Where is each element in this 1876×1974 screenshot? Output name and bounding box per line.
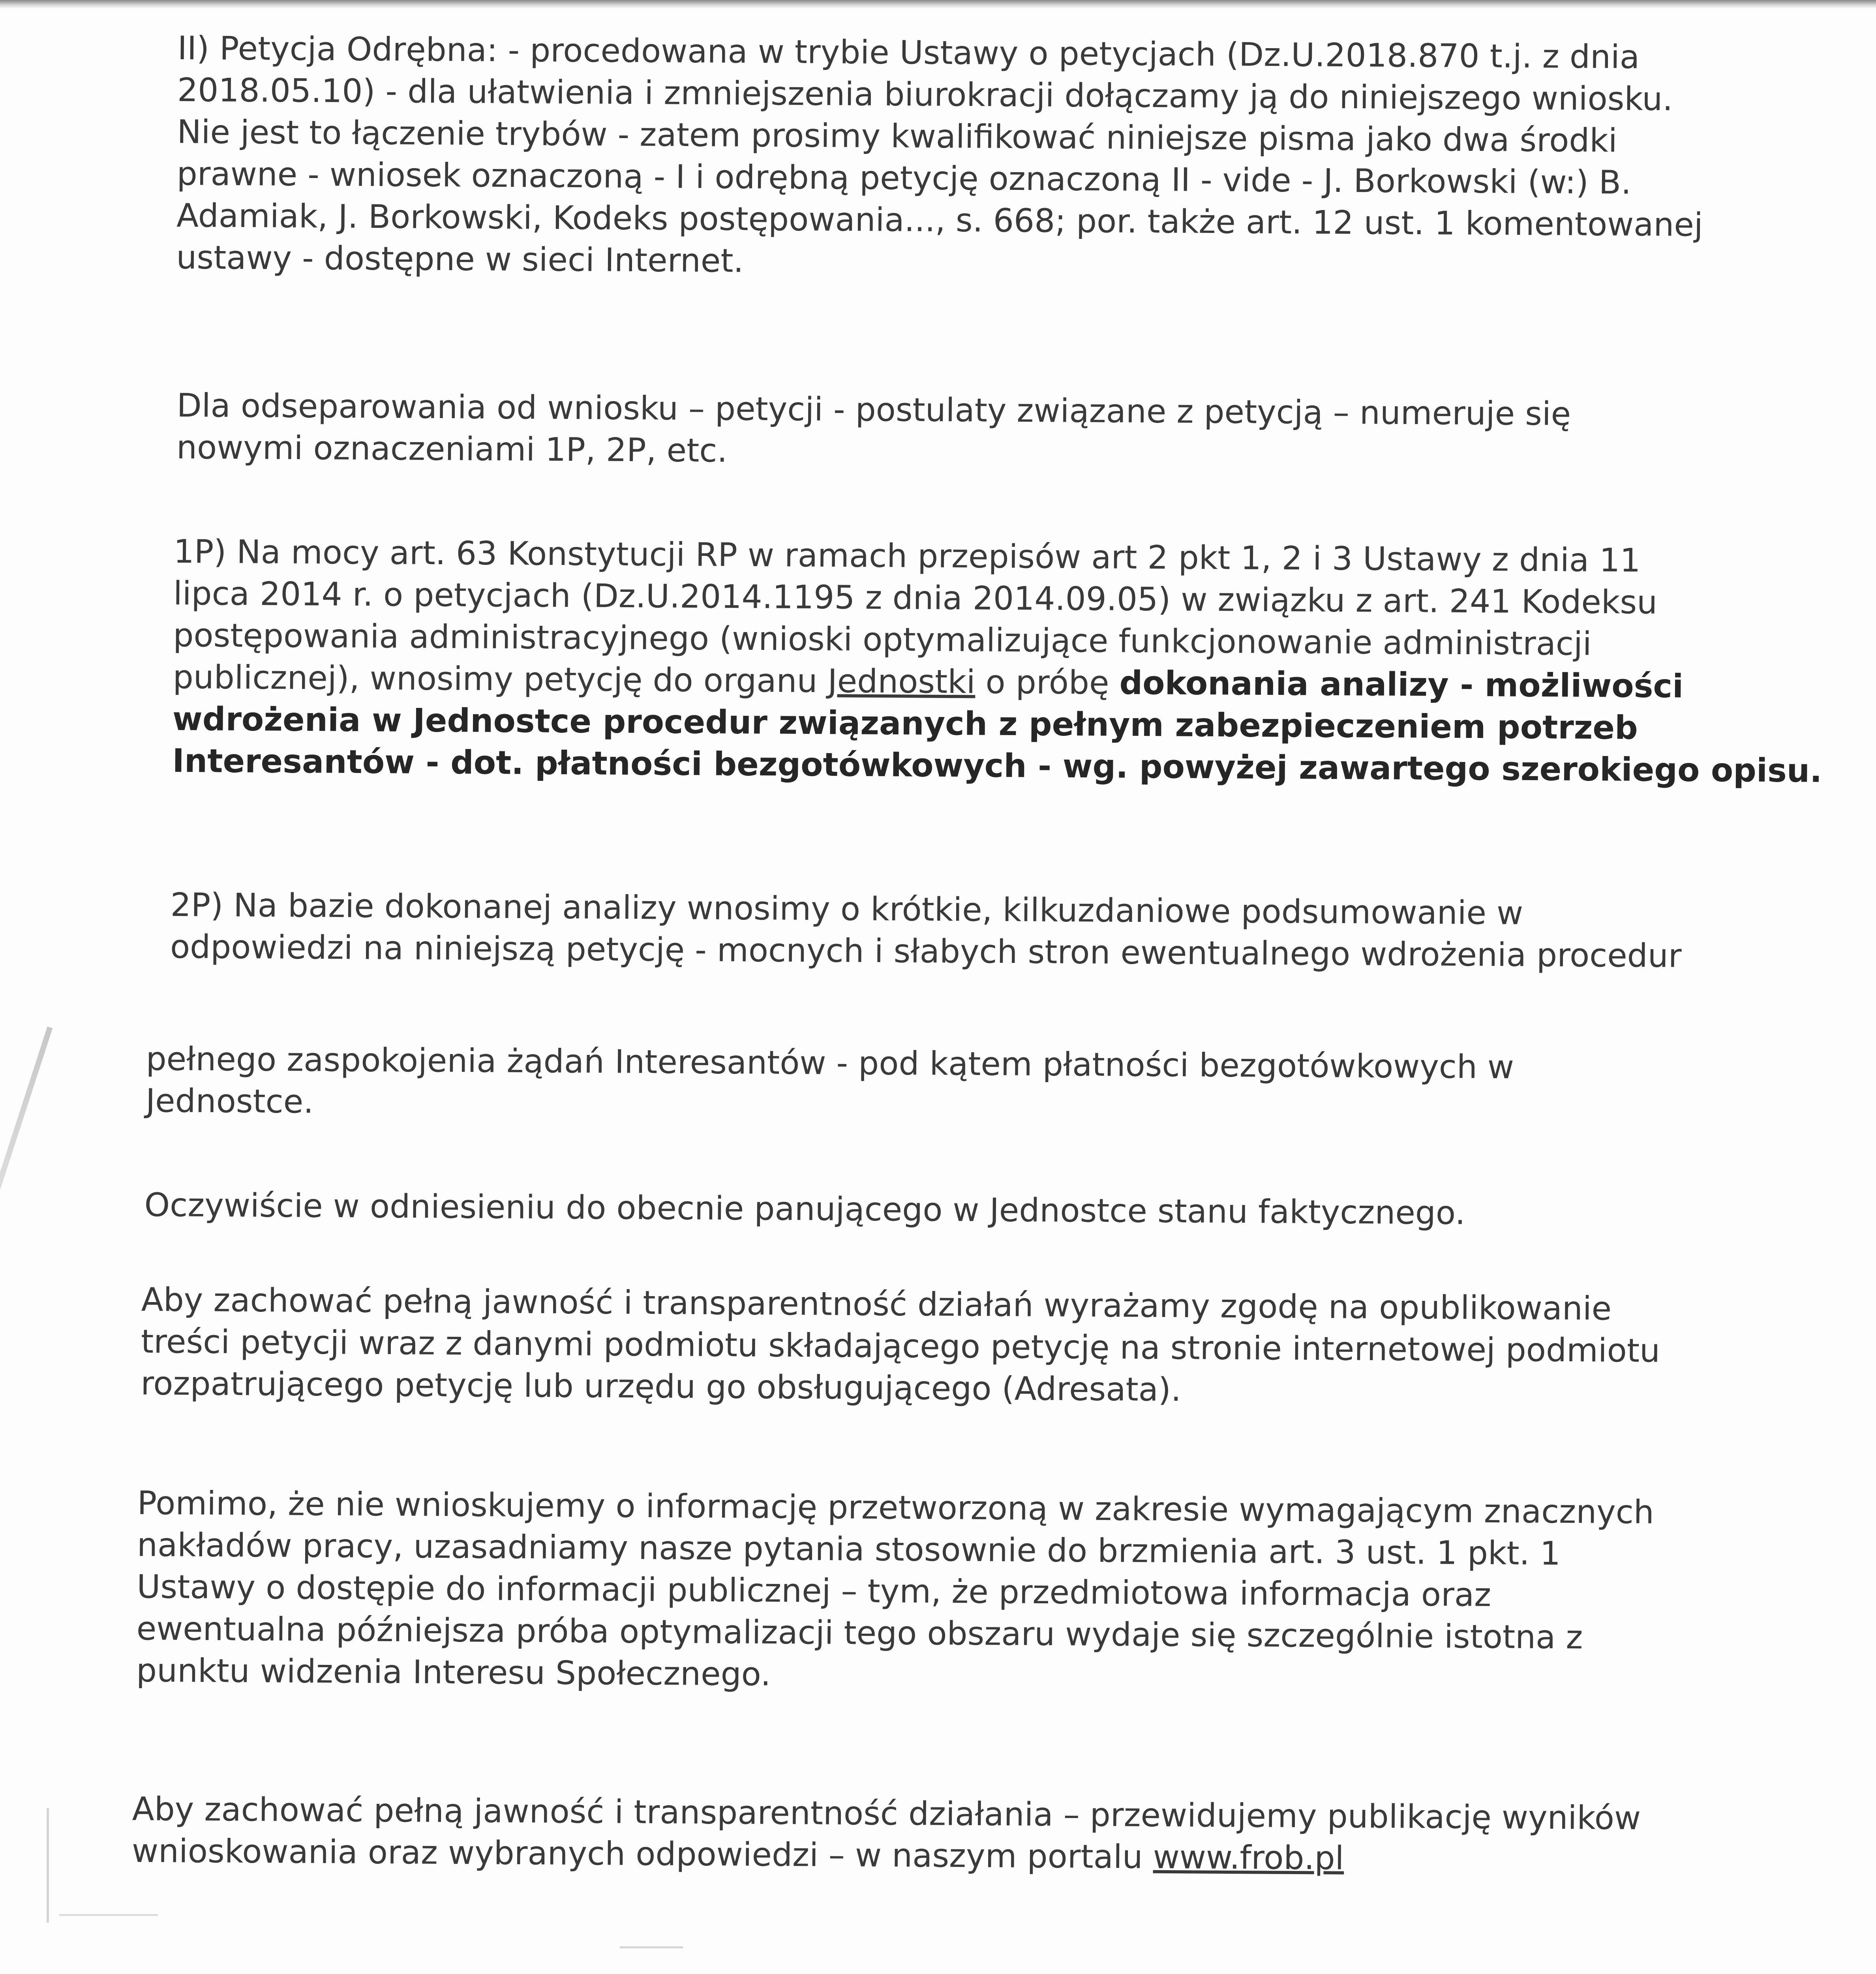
text-line: Aby zachować pełną jawność i transparentność działania – przewidujemy publikację wyników — [132, 1790, 1641, 1837]
text-fragment: publicznej), wnosimy petycję do organu — [173, 658, 828, 700]
text-line: punktu widzenia Interesu Społecznego. — [136, 1651, 771, 1693]
text-line: nakładów pracy, uzasadniamy nasze pytania stosownie do brzmienia art. 3 ust. 1 pkt. 1 — [137, 1526, 1561, 1573]
text-line: treści petycji wraz z danymi podmiotu składającego petycję na stronie internetowej podmiotu — [141, 1323, 1660, 1370]
paragraph-justification — [136, 1482, 1654, 1701]
scan-margin-mark — [620, 1946, 683, 1948]
bold-line: wdrożenia w Jednostce procedur związanych z pełnym zabezpieczeniem potrzeb — [172, 700, 1638, 747]
text-line: Dla odseparowania od wniosku – petycji - postulaty związane z petycją – numeruje się — [176, 387, 1571, 433]
text-line: nowymi oznaczeniami 1P, 2P, etc. — [176, 428, 728, 470]
scan-top-edge — [0, 0, 1876, 9]
underlined-word: Jednostki — [827, 662, 976, 701]
text-fragment: o próbę — [975, 663, 1120, 702]
text-fragment: wnioskowania oraz wybranych odpowiedzi – w naszym portalu — [131, 1832, 1154, 1876]
text-line: pełnego zaspokojenia żądań Interesantów - pod kątem płatności bezgotówkowych w — [146, 1040, 1514, 1086]
scan-margin-mark — [0, 1026, 53, 1201]
bold-fragment: dokonania analizy - możliwości — [1119, 664, 1684, 706]
text-line: ewentualna późniejsza próba optymalizacji tego obszaru wydaje się szczególnie istotna z — [136, 1610, 1583, 1657]
text-line: Adamiak, J. Borkowski, Kodeks postępowania..., s. 668; por. także art. 12 ust. 1 komentowanej — [176, 197, 1703, 244]
paragraph-point-2p — [170, 884, 1682, 977]
paragraph-point-1p — [172, 531, 1823, 792]
paragraph-petition-intro — [176, 28, 1704, 288]
text-line: 1P) Na mocy art. 63 Konstytucji RP w ramach przepisów art 2 pkt 1, 2 i 3 Ustawy z dnia 11 — [173, 533, 1641, 580]
text-line: 2P) Na bazie dokonanej analizy wnosimy o krótkie, kilkuzdaniowe podsumowanie w — [170, 886, 1523, 932]
scan-margin-mark — [47, 1808, 49, 1923]
paragraph-separation-note — [176, 385, 1571, 477]
text-line: odpowiedzi na niniejszą petycję - mocnych i słabych stron ewentualnego wdrożenia procedur — [170, 928, 1682, 975]
text-line: ustawy - dostępne w sieci Internet. — [176, 238, 744, 280]
paragraph-current-state — [144, 1184, 1465, 1234]
bold-line: Interesantów - dot. płatności bezgotówkowych - wg. powyżej zawartego szerokiego opisu. — [172, 742, 1822, 790]
text-line: postępowania administracyjnego (wnioski optymalizujące funkcjonowanie administracji — [173, 616, 1592, 663]
text-line: Jednostce. — [145, 1082, 314, 1121]
text-line: Pomimo, że nie wnioskujemy o informację przetworzoną w zakresie wymagającym znacznych — [137, 1484, 1655, 1531]
text-line: Nie jest to łączenie trybów - zatem prosimy kwalifikować niniejsze pisma jako dwa środki — [177, 113, 1617, 160]
portal-link[interactable]: www.frob.pl — [1153, 1838, 1344, 1877]
text-line: prawne - wniosek oznaczoną - I i odrębną petycję oznaczoną II - vide - J. Borkowski (w:) B. — [176, 155, 1632, 202]
text-line: II) Petycja Odrębna: - procedowana w trybie Ustawy o petycjach (Dz.U.2018.870 t.j. z dnia — [177, 29, 1640, 76]
text-line: 2018.05.10) - dla ułatwienia i zmniejszenia biurokracji dołączamy ją do niniejszego wniosku. — [177, 71, 1673, 118]
text-line: Oczywiście w odniesieniu do obecnie panującego w Jednostce stanu faktycznego. — [144, 1186, 1465, 1232]
scan-margin-mark — [59, 1914, 158, 1916]
text-line: rozpatrującego petycję lub urzędu go obsługującego (Adresata). — [141, 1364, 1182, 1409]
text-line: lipca 2014 r. o petycjach (Dz.U.2014.1195 z dnia 2014.09.05) w związku z art. 241 Kodeksu — [173, 574, 1658, 621]
paragraph-publication-plan — [132, 1788, 1641, 1881]
paragraph-point-2p-continued — [146, 1038, 1514, 1130]
text-line: Ustawy o dostępie do informacji publicznej – tym, że przedmiotowa informacja oraz — [137, 1568, 1491, 1614]
paragraph-publication-consent — [141, 1279, 1660, 1414]
text-line: Aby zachować pełną jawność i transparentność działań wyrażamy zgodę na opublikowanie — [141, 1281, 1612, 1328]
